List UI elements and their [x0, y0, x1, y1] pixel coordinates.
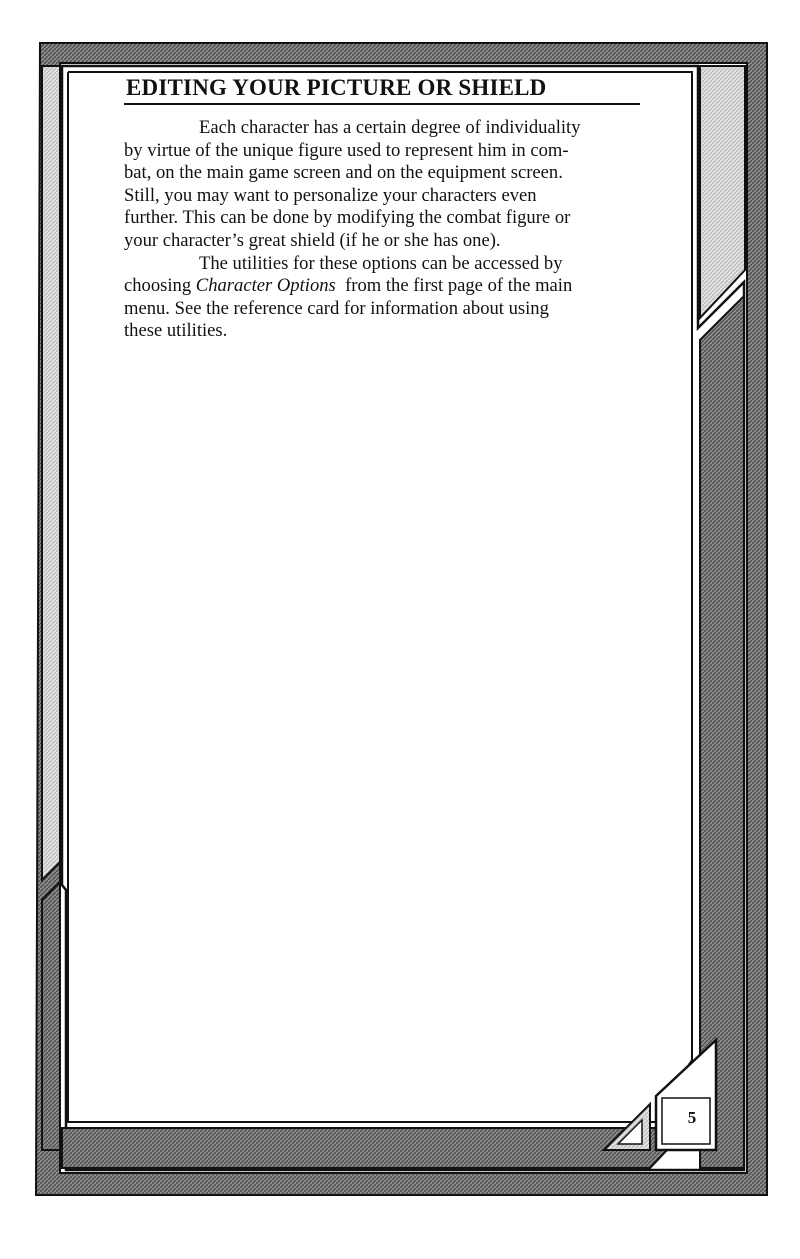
paragraph-2-line-2-before: choosing	[124, 275, 196, 297]
right-dark-band	[700, 296, 744, 1168]
paragraph-1	[124, 117, 644, 253]
paragraph-2-line-1: The utilities for these options can be accessed by	[199, 252, 563, 274]
paragraph-1-line-3: bat, on the main game screen and on the equipment screen.	[124, 162, 563, 184]
section-heading: EDITING YOUR PICTURE OR SHIELD	[126, 75, 547, 100]
left-lower-dark-band	[42, 882, 60, 1150]
paragraph-1-line-6: your character’s great shield (if he or she has one).	[124, 229, 501, 251]
paragraph-1-line-1: Each character has a certain degree of individuality	[199, 117, 581, 138]
heading-underline	[124, 103, 640, 105]
paragraph-2-line-4: these utilities.	[124, 320, 228, 342]
left-upper-bevel	[42, 66, 60, 880]
paragraph-2	[124, 253, 644, 343]
paragraph-1-line-4: Still, you may want to personalize your characters even	[124, 184, 537, 206]
paragraph-1-line-2: by virtue of the unique figure used to represent him in com-	[124, 139, 569, 161]
page-number: 5	[687, 1108, 697, 1127]
character-options-term: Character Options	[195, 275, 336, 297]
paragraph-1-line-5: further. This can be done by modifying the combat figure or	[124, 207, 571, 229]
paragraph-2-line-3: menu. See the reference card for information about using	[124, 297, 549, 319]
top-right-bevel	[700, 66, 745, 318]
bottom-dark-band	[62, 1128, 688, 1168]
paragraph-2-line-2-after: from the first page of the main	[335, 275, 573, 297]
page-content	[124, 70, 644, 343]
